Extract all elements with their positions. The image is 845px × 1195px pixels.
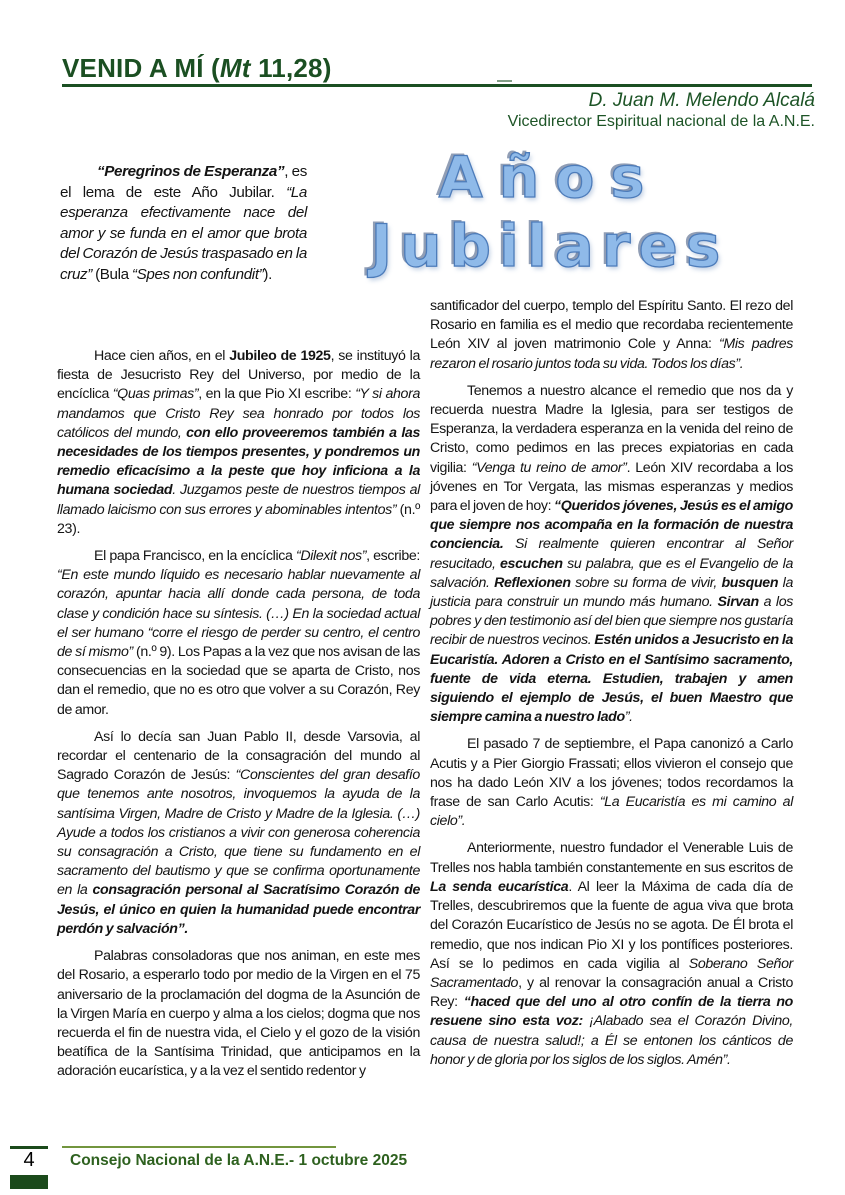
text-run: santificador del cuerpo, templo del Espíritu Santo. El rezo del Rosario en familia es el medio que recordaba recientemente León XIV al joven matrimonio Cole y Anna: — [430, 298, 793, 353]
page-title-text: VENID A MÍ ( — [62, 53, 220, 83]
text-run: . León XIV recordaba a los jóvenes en Tor Vergata, las mismas esperanzas y medios para el joven de hoy: — [430, 459, 793, 515]
wordart-line-anos: Años — [438, 145, 661, 211]
wordart-heading — [282, 145, 817, 280]
text-run: , y al renovar la consagración anual a Cristo Rey: — [430, 974, 793, 1011]
author-name: D. Juan M. Melendo Alcalá — [588, 90, 815, 111]
text-run: “Y si ahora mandamos que Cristo Rey sea honrado por todos los católicos del mundo, — [57, 386, 420, 441]
paragraph — [430, 735, 793, 831]
text-run: “Dilexit nos” — [295, 548, 367, 565]
text-run: Si realmente quieren encontrar al Señor resucitado, — [430, 536, 793, 572]
text-run: “La Eucaristía es mi camino al cielo”. — [430, 794, 793, 830]
right-column — [430, 297, 793, 1078]
text-run: busquen — [721, 574, 779, 591]
byline — [508, 90, 815, 132]
text-run: El pasado 7 de septiembre, el Papa canonizó a Carlo Acutis y a Pier Giorgio Frassati; ellos vivieron el consejo que nos ha dado León XIV a los jóvenes; todos recordamos la frase de san Carlo Acutis: — [430, 736, 793, 811]
wordart-line-jubilares: Jubilares — [370, 212, 729, 280]
text-run: sobre su forma de vivir, — [570, 574, 722, 591]
text-run: (n.º 23). — [57, 501, 420, 537]
paragraph — [430, 297, 793, 374]
text-run: “haced que del uno al otro confín de la tierra no resuene sino esta voz: — [430, 994, 793, 1030]
left-column — [57, 347, 420, 1090]
text-run: “Peregrinos de Esperanza” — [97, 163, 285, 180]
page-title-reference: Mt — [219, 53, 251, 83]
text-run: ¡Alabado sea el Corazón Divino, causa de nuestra salud!; a Él se entonen los cánticos de honor y de gloria por los siglos de los siglos. Amén”. — [430, 1013, 793, 1068]
page-number-bottom-bar — [10, 1175, 48, 1189]
text-run: . Juzgamos peste de nuestros tiempos al llamado laicismo con sus errores y abominables intentos” — [57, 482, 420, 518]
title-underline-mark — [497, 80, 512, 82]
text-run: la justicia para construir un mundo más humano. — [430, 574, 793, 611]
text-run: . Al leer la Máxima de cada día de Trelles, descubriremos que la fuente de agua viva que brota del Corazón Eucarístico de Jesús no se agota. De Él brota el remedio, que nos indican Pio XI y los pontífices posteriores. Así se lo pedimos en cada vigilia al — [430, 878, 794, 972]
text-run: a los pobres y den testimonio así del bien que siempre nos gustaría recibir de nuestros vecinos. — [430, 594, 793, 649]
text-run: Soberano Señor Sacramentado — [430, 955, 793, 991]
text-run: ). — [263, 265, 272, 283]
paragraph — [430, 839, 793, 1069]
text-run: Reflexionen — [494, 574, 571, 591]
footer-rule — [62, 1146, 336, 1148]
text-run: (n.º 9). Los Papas a la vez que nos avisan de las consecuencias en la sociedad que se aparta de Cristo, nos dan el remedio, que no es otro que volver a su Corazón, Rey de amor. — [57, 644, 420, 718]
text-run: , en la que Pio XI escribe: — [198, 386, 356, 403]
text-run: con ello proveeremos también a las necesidades de los tiempos presentes, y pondremos un remedio eficacísimo a la peste que hoy inficiona a la humana sociedad — [57, 424, 420, 499]
paragraph — [57, 347, 420, 539]
text-run: Jubileo de 1925 — [229, 348, 331, 364]
paragraph — [60, 162, 307, 286]
intro-paragraph-block — [60, 162, 307, 294]
title-underline — [62, 84, 812, 87]
text-run: Tenemos a nuestro alcance el remedio que nos da y recuerda nuestra Madre la Iglesia, para ser testigos de Esperanza, la verdadera esperanza en la venida del reino de Cristo, como pedimos en las preces expiatorias en cada vigilia: — [430, 382, 793, 476]
text-run: Hace cien años, en el — [94, 348, 230, 364]
text-run: La senda eucarística — [430, 878, 569, 895]
paragraph — [430, 382, 793, 728]
text-run: El papa Francisco, en la encíclica — [94, 548, 296, 565]
text-run: Estén unidos a Jesucristo en la Eucaristía. Adoren a Cristo en el Santísimo sacramento, fuente de vida eterna. Estudien, trabajen y amen siguiendo el ejemplo de Jesús, el buen Maestro que siempre camina a nuestro lado — [430, 632, 793, 726]
text-run: Así lo decía san Juan Pablo II, desde Varsovia, al recordar el centenario de la consagración del mundo al Sagrado Corazón de Jesús: — [57, 728, 420, 784]
paragraph — [57, 547, 420, 720]
text-run: su palabra, que es el Evangelio de la salvación. — [430, 555, 793, 591]
author-role: Vicedirector Espiritual nacional de la A.N.E. — [507, 113, 815, 130]
paragraph — [57, 728, 420, 939]
text-run: consagración personal al Sacratísimo Corazón de Jesús, el único en quien la humanidad puede encontrar perdón y salvación”. — [57, 882, 420, 937]
text-run: Anteriormente, nuestro fundador el Venerable Luis de Trelles nos habla también constantemente en sus escritos de — [430, 840, 793, 876]
paragraph — [57, 947, 420, 1081]
text-run: “En este mundo líquido es necesario hablar nuevamente al corazón, apuntar hacia allí donde cada persona, de toda clase y condición hace su síntesis. (…) En la sociedad actual el ser humano “corre el riesgo de perder su centro, el centro de sí mismo” — [57, 567, 420, 661]
text-run: “Quas primas” — [112, 386, 199, 403]
text-run: , escribe: — [366, 548, 421, 565]
text-run: “Mis padres rezaron el rosario juntos toda su vida. Todos los días”. — [430, 336, 793, 372]
footer-text: Consejo Nacional de la A.N.E.- 1 octubre 2025 — [70, 1152, 408, 1169]
text-run: Palabras consoladoras que nos animan, en este mes del Rosario, a esperarlo todo por medio de la Virgen en el 75 aniversario de la proclamación del dogma de la Asunción de la Virgen María en cuerpo y alma a los cielos; dogma que nos recuerda el fin de nuestra vida, el Cielo y el gozo de la visión beatífica de la Santísima Trinidad, que anticipamos en la adoración eucarística, y a la vez el sentido redentor y — [57, 948, 420, 1080]
text-run: , es el lema de este Año Jubilar. — [60, 163, 307, 201]
text-run: , se instituyó la fiesta de Jesucristo Rey del Universo, por medio de la encíclica — [57, 348, 420, 403]
text-run: “Queridos jóvenes, Jesús es el amigo que siempre nos acompaña en la formación de nuestra conciencia. — [430, 498, 793, 553]
text-run: “Conscientes del gran desafío que tenemos ante nosotros, invoquemos la ayuda de la santísima Virgen, Madre de Cristo y Madre de la Iglesia. (…) Ayude a todos los cristianos a vivir con generosa coherencia su consagración a Cristo, que tiene su fundamento en el sacramento del bautismo y que se confirma oportunamente en la — [57, 767, 420, 899]
text-run: “Spes non confundit” — [131, 265, 264, 283]
page-title — [62, 53, 332, 84]
text-run: escuchen — [500, 555, 563, 572]
text-run: (Bula — [92, 265, 132, 283]
text-run: “La esperanza efectivamente nace del amor y se funda en el amor que brota del Corazón de Jesús traspasado en la cruz” — [60, 183, 307, 283]
text-run: ”. — [624, 709, 633, 726]
text-run: Sirvan — [717, 594, 759, 611]
text-run: “Venga tu reino de amor” — [471, 459, 627, 476]
page-number: 4 — [23, 1149, 35, 1171]
page-title-text-end: 11,28) — [250, 53, 332, 83]
